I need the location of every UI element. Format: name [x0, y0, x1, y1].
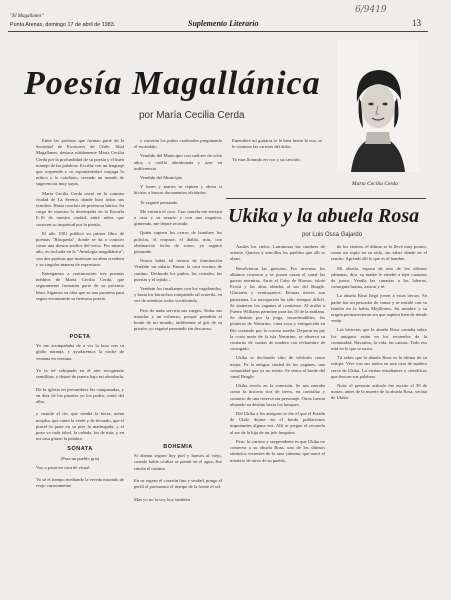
- paragraph: La abuela Rosa llegó joven a estas tierras. Su padre fue un pescador de canoa y se instaló con su familia en la bahía Mejillones. Su nombre y su origen permanecieron sin que supiera bien de dónde venía.: [331, 293, 427, 324]
- article-title: Poesía Magallánica: [24, 65, 321, 102]
- page-number: 13: [412, 18, 421, 28]
- poem-title: SONATA: [67, 446, 93, 453]
- photo-caption: Marta Cecilia Cerda: [352, 181, 398, 187]
- paragraph: y correrán los puños cardenales pregonando el escándalo.: [134, 138, 222, 150]
- poem-subtitle: (Para un pueblo gris): [60, 455, 100, 461]
- poem-text: Entenderé mi guitarra se le bien fuerte la voz, se le ceramos las caricias del dolor. Yo mas llorando en voz y su canción.: [232, 138, 322, 162]
- section-title: Suplemento Literario: [188, 19, 259, 28]
- date-line: Punta Arenas, domingo 17 de abril de 1983.: [10, 22, 116, 28]
- paragraph: Mi abuela, esposa de uno de los últimos yámanas, dijo: su madre le enseñó a tejer canastos de junco. Vendía las canastas a los loberos, conseguía harina, azúcar y té.: [331, 265, 427, 290]
- archive-handwritten-mark: 6/9419: [355, 5, 387, 15]
- paragraph: Te seguiré pensando.: [140, 199, 179, 205]
- paragraph: Vendrán los insultantes con los vagabundos, y hasta los borrachos rompiendo tal acuerdo, en vez de mientras todos vociferando.: [134, 286, 222, 304]
- poem-title: POETA: [69, 334, 91, 340]
- header-rule: [8, 31, 428, 32]
- poem-text: Si alienta seguro hoy piel y huesos al viejo, cuando hable ocultar se pierde en el agua, Ese rincón el camino. En su regazo el corazón lino y verdad, pongo el perfil el pavimento el tiempo de la frente el sol. Mas yo no la voy hoy tambien: [134, 453, 222, 502]
- paragraph: de los vientos, el último se lo llevó muy pronto, como un soplo en su oído, sin saber dónde en el rancho. Aprendí allí lo que es el hambre.: [331, 244, 427, 262]
- paragraph: Resolvieron las gaviotas. Por invernar los albatros cruzaron y se ponen cazan el canal las garzas mientras. Atrás el Cabo de Hornos, islote Evout y las altas oleadas al sur del Beagle. Glaciares y ventisqueros. Eternas nieves son panorama. La navegación ha sido siempre difícil. Se sintieron los yaganes al comienzo. Al arribo a Puerto Williams permiten para las 10 de la mañana. Se distinta por la jerga, inconfundibles, los pioneros de Navarino, cima roca y enriquecida en Río cortando por la corona sureña. Dejaron en pie la costa norte de la isla Navarino, se observa su contorno de casitas de madera con techumbre de corrugado.: [230, 265, 325, 352]
- article2-title: Ukika y la abuela Rosa: [228, 205, 420, 227]
- paragraph: Las historias que la abuela Rosa contaba sobre los antiguos están en los recuerdos de la comunidad. Navarino, la vida, las canoas. Todo eso está en lo que se narra.: [331, 327, 427, 352]
- portrait-image: [337, 40, 419, 172]
- paragraph: Del Ukika a los antiguos se dio el que el Estado de Chile dejase en el borde poblaciones importantes alguna vez. Allí se yergue el recuerdo al sur de la hija de un jefe fueguino.: [230, 411, 325, 435]
- article1-column-2: [134, 138, 222, 438]
- article2-byline: por Luis Ossa Gajardo: [302, 232, 363, 238]
- paragraph: Nunca había tal tersura de iluminación Vendido un salario Pausar la casa encima de camino. Desborde los puños, los cristales, las puertas y el tejado...: [134, 258, 222, 282]
- paragraph: Marta Cecilia Cerda nació en la comuna ciudad de La Serena, donde hizo todos sus estudios. Hasta concluir de profesora básica. Su cargo de maestra lo desempeña en la Escuela E.16 de nuestra ciudad, entre niños que conocen su inquietud por la poesía.: [36, 190, 124, 227]
- paragraph: Pero de nada serviría sus ruegos, Todas sus miradas y un esfuerzo, porque prendida al borde de mi mundo, indiferente al grit de su prisión, yo seguiré pensando sin descanso.: [134, 307, 222, 332]
- article1-bohemia-column: [134, 440, 222, 590]
- author-photo: [337, 40, 419, 172]
- article2-column-1: [230, 244, 325, 590]
- paragraph: Ukika se declarado sitio de vehículo como mejor. Es la antigua ciudad de los yaganes, una comunidad que ya no existe. Se ubica al borde del canal Beagle.: [230, 355, 325, 380]
- paragraph: Entre las poetisas que forman parte de la Sociedad de Escritores de Chile, filial Magallanes, destaca nítidamente María Cecilia Cerda por la profundidad de su poesía y el buen manejo de las palabras. Escribe con un lenguaje que sorprende y su espontaneidad conjuga lo mítico y lo cotidiano, creando un mundo de sugerencias muy suyas.: [36, 138, 124, 187]
- paragraph: Y lunes y martes se repiten y ahora sí hiciste, a buscar documentos olvidados.: [134, 184, 222, 196]
- paragraph: El año 1981 publicó su primer libro de poemas "Búsqueda", donde se da a conocer como una diestra artífice del verso. Por mismo año, es incluida en la "Antología magallánica", con dos poemas que muestran su alma creadora y su singular manera de expresarse.: [36, 230, 124, 267]
- paragraph: Me enciará el coro. Con cautela me enviará a casa y su rosario y con una negativa, gimiendo, me dejaré recaudo.: [134, 208, 222, 227]
- poem-text: Yo me acompañaba de a ver la luna con su globo naranja, y ayudaremos la noche de ventana en ventana. Yo la iré cobijando en el aire recogiendo semillitas, y dejaré de puerta bajo mi almohada. De la iglesia en presumbres las campanadas, y en diez de los puentes yo los podrá, contó del alba. y cuando el río, que vendía la tierra, arena mojaba, que canto la verde y de fecundo, que el pincel la pone en su pies la madrugada, y el pozo va cada árbol, la cañada, los de más, y en mi casa gimen la palabra.: [36, 343, 124, 442]
- paragraph: Vendido del Municipio: [140, 175, 183, 181]
- paper-name: "El Magallanes": [10, 14, 44, 19]
- paragraph: Quién supiera los cerros de hombres los policías, el reajuste, el diablo. más, con obstinación fecha de sonro, yo seguiré pensando.: [134, 230, 222, 255]
- article2-column-2: [331, 244, 427, 590]
- paragraph: Entregamos a continuación tres poemas inéditos de María Cecilia Cerda, que seguramente formarán parte de su próximo libro. Sigamos su obra que es una promesa para seguir encauzando su hermosa poesía.: [36, 271, 124, 301]
- paragraph: Ukika revelo en la conexión. Se nos narraba como la historia rica de tierra, en contraluz y contacto de una reserva sin personaje. Otros fueron alejando su destino hacia los bosques.: [230, 383, 325, 407]
- article1-poem-column: [36, 330, 124, 588]
- paragraph: Tú sabes que la abuela Rosa es la última de su estirpe. Vive con sus nietos en una casa de madera cerca de Ukika. La visitan estudiantes y científicos que buscan sus palabras.: [331, 355, 427, 379]
- article-byline: por María Cecilia Cerda: [139, 110, 245, 121]
- paragraph: Azules los cielos. Luminosas las cumbres de oriente. Quietos y sencillos los pueblos que allí se alzan.: [230, 244, 325, 262]
- paragraph: Nota: el presente artículo fue escrito el 30 de marzo, antes de la muerte de la abuela Rosa, vecina de Ukika.: [331, 383, 427, 401]
- poem-title: BOHEMIA: [163, 444, 193, 450]
- article1-column-1: [36, 138, 124, 325]
- poem-text: Voy a pasar en casa de visual. Yo sé el tiempo mediando la vereda mirando de reojo curiosamente: [36, 464, 124, 489]
- section-divider: [226, 198, 426, 199]
- paragraph: Pero, lo curioso y sorprendente es que Ukika no conserva a su abuela Rosa, uno de los últimos símbolos vivientes de la raza yámana, que narró el misterio de otros de su pueblo.: [230, 438, 325, 463]
- paragraph: Vendido del Municipio con sudores de ocho años, y carilla almidonada y azor en indiferencia: [134, 153, 222, 171]
- article1-column-3: [232, 138, 322, 194]
